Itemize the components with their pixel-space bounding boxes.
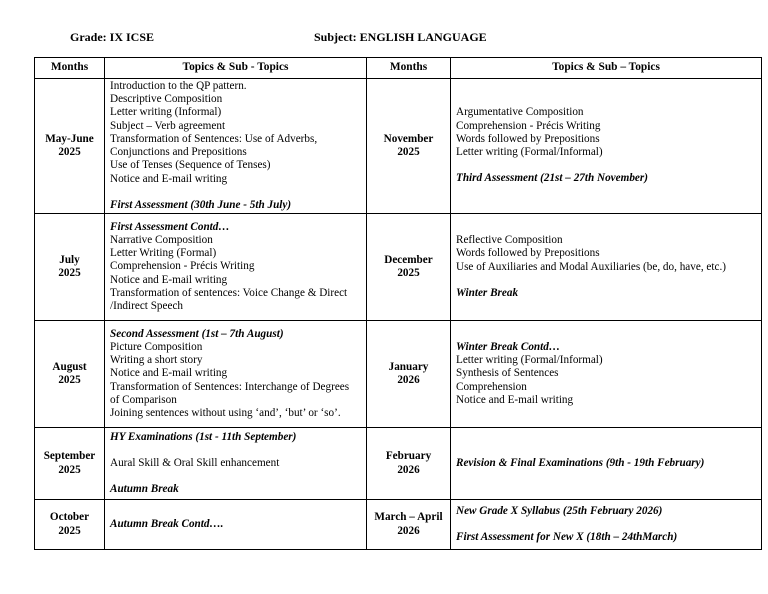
topic-item: Introduction to the QP pattern. (110, 80, 247, 93)
month-name: August (52, 360, 87, 373)
month-name: May-June (45, 132, 94, 145)
month-cell (35, 79, 105, 214)
month-year: 2026 (397, 463, 420, 476)
break-note: Autumn Break Contd…. (110, 517, 224, 530)
table-row (35, 79, 762, 214)
topic-item: Words followed by Prepositions (456, 132, 600, 145)
syllabus-heading: New Grade X Syllabus (25th February 2026) (456, 504, 663, 517)
topic-item: Letter writing (Formal/Informal) (456, 354, 603, 367)
topic-item: Picture Composition (110, 340, 203, 353)
assessment-heading: First Assessment Contd… (110, 220, 230, 233)
month-year: 2025 (397, 146, 420, 158)
topic-item: Transformation of sentences: Voice Change & Direct /Indirect Speech (110, 286, 348, 312)
topic-item: Letter Writing (Formal) (110, 247, 217, 260)
month-name: January (388, 360, 429, 373)
col-header-months-right: Months (367, 58, 451, 79)
topic-item: Subject – Verb agreement (110, 119, 226, 132)
topic-item: Comprehension - Précis Writing (456, 119, 601, 132)
col-header-topics-left: Topics & Sub - Topics (105, 58, 367, 79)
topic-item: Aural Skill & Oral Skill enhancement (110, 456, 280, 469)
assessment-note: First Assessment (30th June - 5th July) (110, 198, 292, 211)
month-year: 2025 (58, 463, 81, 476)
exam-heading: HY Examinations (1st - 11th September) (110, 430, 297, 443)
topic-item: Reflective Composition (456, 234, 563, 247)
month-year: 2025 (58, 146, 81, 158)
month-cell (367, 79, 451, 214)
month-cell (367, 500, 451, 550)
topic-item: Use of Tenses (Sequence of Tenses) (110, 159, 271, 172)
grade-label: Grade: IX ICSE (70, 30, 155, 44)
month-cell (35, 428, 105, 500)
assessment-heading: Second Assessment (1st – 7th August) (110, 327, 284, 340)
assessment-note: Third Assessment (21st – 27th November) (456, 172, 648, 185)
topics-cell (105, 500, 367, 550)
month-cell (367, 321, 451, 428)
topics-cell (105, 79, 367, 214)
syllabus-table (34, 57, 762, 550)
topic-item: Narrative Composition (110, 233, 213, 246)
topic-item: Transformation of Sentences: Interchange of Degrees of Comparison (110, 380, 350, 406)
month-year: 2026 (397, 524, 420, 537)
topic-item: Notice and E-mail writing (110, 367, 228, 380)
month-cell (35, 500, 105, 550)
topic-item: Comprehension - Précis Writing (110, 260, 255, 273)
break-note: Autumn Break (110, 483, 179, 496)
topic-item: Notice and E-mail writing (110, 273, 228, 286)
topics-cell (105, 428, 367, 500)
topics-cell (451, 214, 762, 321)
month-name: December (384, 253, 433, 266)
month-cell (35, 321, 105, 428)
topic-item: Argumentative Composition (456, 106, 584, 119)
document-header (0, 30, 768, 46)
month-cell (35, 214, 105, 321)
month-year: 2026 (397, 374, 420, 386)
month-name: March – April (374, 511, 443, 524)
month-year: 2025 (397, 267, 420, 279)
topics-cell (451, 321, 762, 428)
topics-cell (105, 321, 367, 428)
topic-item: Joining sentences without using ‘and’, ‘but’ or ‘so’. (110, 407, 341, 419)
topics-cell (451, 500, 762, 550)
table-row (35, 321, 762, 428)
month-cell (367, 428, 451, 500)
table-header-row (35, 58, 762, 79)
topic-item: Notice and E-mail writing (456, 393, 574, 406)
month-name: October (49, 511, 90, 524)
topic-item: Writing a short story (110, 354, 203, 367)
month-year: 2025 (58, 267, 81, 279)
topics-cell (105, 214, 367, 321)
col-header-topics-right: Topics & Sub – Topics (451, 58, 762, 79)
topic-item: Comprehension (456, 380, 527, 393)
month-name: February (385, 450, 432, 463)
col-header-months-left: Months (35, 58, 105, 79)
topic-item: Synthesis of Sentences (456, 367, 559, 380)
topics-cell (451, 428, 762, 500)
table-row (35, 500, 762, 550)
month-year: 2025 (58, 374, 81, 386)
month-name: July (59, 253, 80, 266)
topic-item: Letter writing (Formal/Informal) (456, 146, 603, 159)
topic-item: Notice and E-mail writing (110, 172, 228, 185)
month-cell (367, 214, 451, 321)
break-heading: Winter Break Contd… (456, 340, 561, 353)
assessment-note: First Assessment for New X (18th – 24thMarch) (456, 531, 678, 543)
table-row (35, 214, 762, 321)
topic-item: Letter writing (Informal) (110, 106, 222, 119)
month-name: September (43, 450, 96, 463)
break-note: Winter Break (456, 286, 519, 299)
month-name: November (383, 132, 434, 145)
topic-item: Words followed by Prepositions (456, 247, 600, 260)
month-year: 2025 (58, 524, 81, 537)
subject-label: Subject: ENGLISH LANGUAGE (314, 30, 487, 44)
topics-cell (451, 79, 762, 214)
exam-note: Revision & Final Examinations (9th - 19th February) (456, 456, 705, 469)
topic-item: Transformation of Sentences: Use of Adverbs, Conjunctions and Prepositions (110, 132, 318, 159)
table-row (35, 428, 762, 500)
topic-item: Use of Auxiliaries and Modal Auxiliaries (be, do, have, etc.) (456, 260, 726, 273)
topic-item: Descriptive Composition (110, 93, 223, 106)
